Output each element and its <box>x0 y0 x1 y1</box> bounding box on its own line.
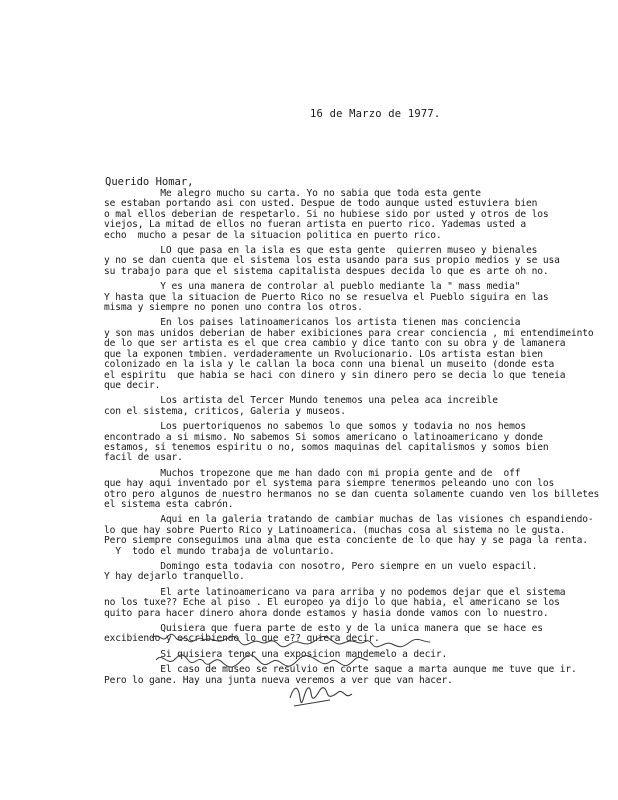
handwritten-closing <box>150 628 480 718</box>
letter-line: facil de usar. <box>104 452 183 464</box>
letter-line: Pero lo gane. Hay una junta nueva veremos a ver que van hacer. <box>104 674 453 686</box>
letter-line: el espiritu que habia se haci con dinero y sin dinero pero se decia lo que teneia <box>104 369 566 381</box>
letter-line: y son mas unidos deberian de haber exibiciones para crear conciencia , mi entendimeinto <box>104 327 594 339</box>
letter-line: En los paises latinoamericanos los artista tienen mas conciencia <box>104 317 521 329</box>
letter-line: Pero siempre conseguimos una alma que esta conciente de lo que hay y se paga la renta. <box>104 535 588 547</box>
salutation: Querido Homar, <box>105 176 194 188</box>
letter-line: y no se dan cuenta que el sistema los esta usando para sus propio medios y se usa <box>104 255 560 267</box>
letter-line: Los puertoriquenos no sabemos lo que somos y todavia no nos hemos <box>104 421 526 433</box>
letter-line: Y es una manera de controlar al pueblo mediante la " mass media" <box>104 281 521 293</box>
letter-line: quito para hacer dinero ahora donde estamos y hasia donde vamos con lo nuestro. <box>104 607 549 619</box>
letter-line: Aqui en la galeria tratando de cambiar muchas de las visiones ch espandiendo- <box>104 514 594 526</box>
letter-line: su trabajo para que el sistema capitalista despues decida lo que es arte oh no. <box>104 265 549 277</box>
letter-line: Y hasta que la situacion de Puerto Rico no se resuelva el Pueblo siguira en las <box>104 291 549 303</box>
letter-line: o mal ellos deberian de respetarlo. Si no hubiese sido por usted y otros de los <box>104 208 549 220</box>
letter-date: 16 de Marzo de 1977. <box>310 108 441 120</box>
letter-line: El arte latinoamericano va para arriba y no podemos dejar que el sistema <box>104 586 566 598</box>
letter-line: estamos, si tenemos espiritu o no, somos maquinas del capitalismos y somos bien <box>104 441 549 453</box>
letter-line: El caso de museo se resulvio en corte saque a marta aunque me tuve que ir. <box>104 664 577 676</box>
letter-line: de lo que ser artista es el que crea cambio y dice tanto con su obra y de lamanera <box>104 338 566 350</box>
handwritten-line-1 <box>152 634 430 647</box>
letter-line: que hay aqui inventado por el systema para siempre tenermos peleando uno con los <box>104 478 555 490</box>
letter-line: Quisiera que fuera parte de esto y de la unica manera que se hace es <box>104 623 543 635</box>
letter-line: el sistema esta cabrón. <box>104 498 234 510</box>
letter-line: que la exponen tmbien. verdaderamente un Rvolucionario. LOs artista estan bien <box>104 348 543 360</box>
letter-line: excibiendo y escribiendo lo que e?? quiera decir. <box>104 633 380 645</box>
letter-line: lo que hay sobre Puerto Rico y Latinoamerica. (muchas cosa al sistema no le gusta. <box>104 524 566 536</box>
letter-line: encontrado a si mismo. No sabemos Si somos americano o latinoamericano y donde <box>104 431 543 443</box>
letter-line: se estaban portando asi con usted. Despue de todo aunque usted estuviera bien <box>104 198 538 210</box>
letter-line: colonizado en la isla y le callan la boca conn una bienal un museito (donde esta <box>104 359 555 371</box>
letter-line: viejos, La mitad de ellos no fueran artista en puerto rico. Yademas usted a <box>104 219 526 231</box>
letter-line: con el sistema, criticos, Galeria y museos. <box>104 405 346 417</box>
signature-mark <box>290 688 352 706</box>
letter-line: LO que pasa en la isla es que esta gente quierren museo y bienales <box>104 245 538 257</box>
letter-line: Y todo el mundo trabaja de voluntario. <box>104 545 335 557</box>
letter-line: Y hay dejarlo tranquello. <box>104 571 245 583</box>
letter-line: Domingo esta todavia con nosotro, Pero siempre en un vuelo espacil. <box>104 561 538 572</box>
handwritten-line-2 <box>156 655 368 667</box>
letter-line: Los artista del Tercer Mundo tenemos una pelea aca increible <box>104 395 498 407</box>
letter-line: Si quisiera tener una exposicion mandemelo a decir. <box>104 648 448 660</box>
letter-line: que decir. <box>104 379 161 391</box>
letter-line: Me alegro mucho su carta. Yo no sabia que toda esta gente <box>104 188 481 199</box>
letter-line: no los tuxe?? Eche al piso . El europeo ya dijo lo que habia, el americano se los <box>104 597 560 609</box>
letter-body <box>104 188 600 686</box>
letter-line: misma y siempre no ponen uno contra los otros. <box>104 302 363 314</box>
letter-line: otro pero algunos de nuestro hermanos no se dan cuenta solamente cuando ven los billetes <box>104 488 600 500</box>
letter-line: Muchos tropezone que me han dado con mi propia gente and de off <box>104 467 521 479</box>
letter-line: echo mucho a pesar de la situacion politica en puerto rico. <box>104 229 442 241</box>
